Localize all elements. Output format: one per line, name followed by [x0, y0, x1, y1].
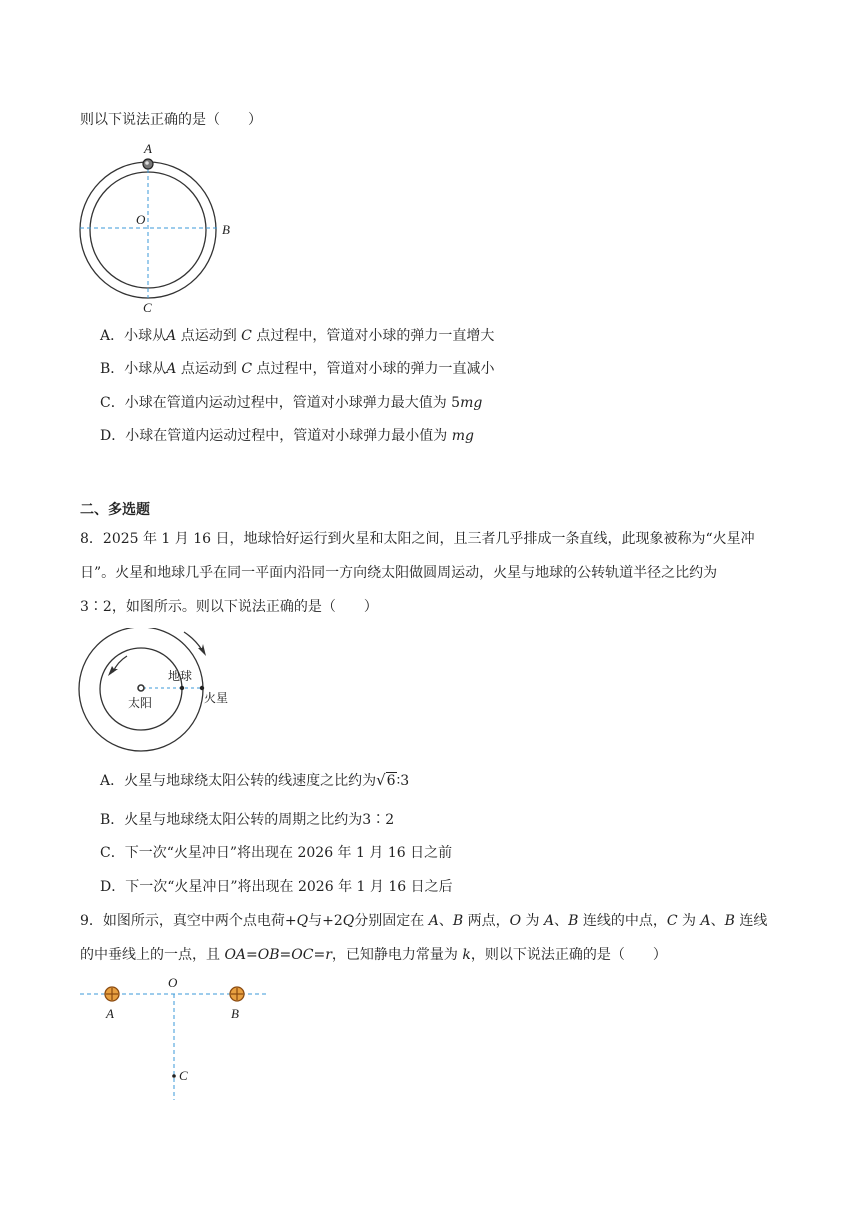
q7-option-c: C．小球在管道内运动过程中，管道对小球弹力最大值为 5mg: [100, 395, 483, 411]
q8-line-3: 3∶2，如图所示。则以下说法正确的是（ ）: [80, 599, 378, 615]
q9-line-1: 9．如图所示，真空中两个点电荷+Q与+2Q分别固定在 A、B 两点，O 为 A、B 连线的中点，C 为 A、B 连线: [80, 913, 768, 929]
mars-dot: [200, 686, 204, 690]
label-earth: 地球: [168, 669, 193, 683]
label-O: O: [168, 975, 178, 990]
q8-orbit-figure: [72, 628, 242, 756]
label-mars: 火星: [204, 691, 229, 705]
charge-A-icon: [105, 987, 119, 1001]
label-B: B: [222, 222, 230, 237]
q9-line-2: 的中垂线上的一点，且 OA=OB=OC=r，已知静电力常量为 k，则以下说法正确的是（ ）: [80, 947, 667, 963]
label-A: A: [144, 141, 152, 156]
sun-icon: [138, 685, 144, 691]
label-C: C: [143, 300, 152, 315]
q8-line-1: 8．2025 年 1 月 16 日，地球恰好运行到火星和太阳之间，且三者几乎排成一条直线，此现象被称为“火星冲: [80, 531, 755, 547]
q8-option-c: C．下一次“火星冲日”将出现在 2026 年 1 月 16 日之前: [100, 845, 453, 861]
charge-B-icon: [230, 987, 244, 1001]
earth-dot: [180, 686, 184, 690]
q7-stem: 则以下说法正确的是（ ）: [80, 112, 262, 128]
q9-charges-figure: [75, 975, 275, 1105]
q8-option-a: A．火星与地球绕太阳公转的线速度之比约为√6∶3: [100, 771, 410, 789]
label-sun: 太阳: [128, 696, 153, 710]
q7-option-a: A．小球从A 点运动到 C 点过程中，管道对小球的弹力一直增大: [100, 328, 495, 344]
q8-option-b: B．火星与地球绕太阳公转的周期之比约为3∶2: [100, 812, 395, 828]
section-heading: 二、多选题: [80, 502, 150, 518]
q8-option-d: D．下一次“火星冲日”将出现在 2026 年 1 月 16 日之后: [100, 879, 453, 895]
point-C-dot: [172, 1074, 176, 1078]
q7-option-b: B．小球从A 点运动到 C 点过程中，管道对小球的弹力一直减小: [100, 361, 495, 377]
q8-line-2: 日”。火星和地球几乎在同一平面内沿同一方向绕太阳做圆周运动，火星与地球的公转轨道半径之比约为: [80, 565, 718, 581]
q7-option-d: D．小球在管道内运动过程中，管道对小球弹力最小值为 mg: [100, 428, 474, 444]
label-O: O: [136, 212, 146, 227]
label-C: C: [179, 1068, 188, 1083]
label-B: B: [231, 1006, 239, 1021]
q7-ring-figure: [72, 140, 247, 318]
label-A: A: [106, 1006, 114, 1021]
